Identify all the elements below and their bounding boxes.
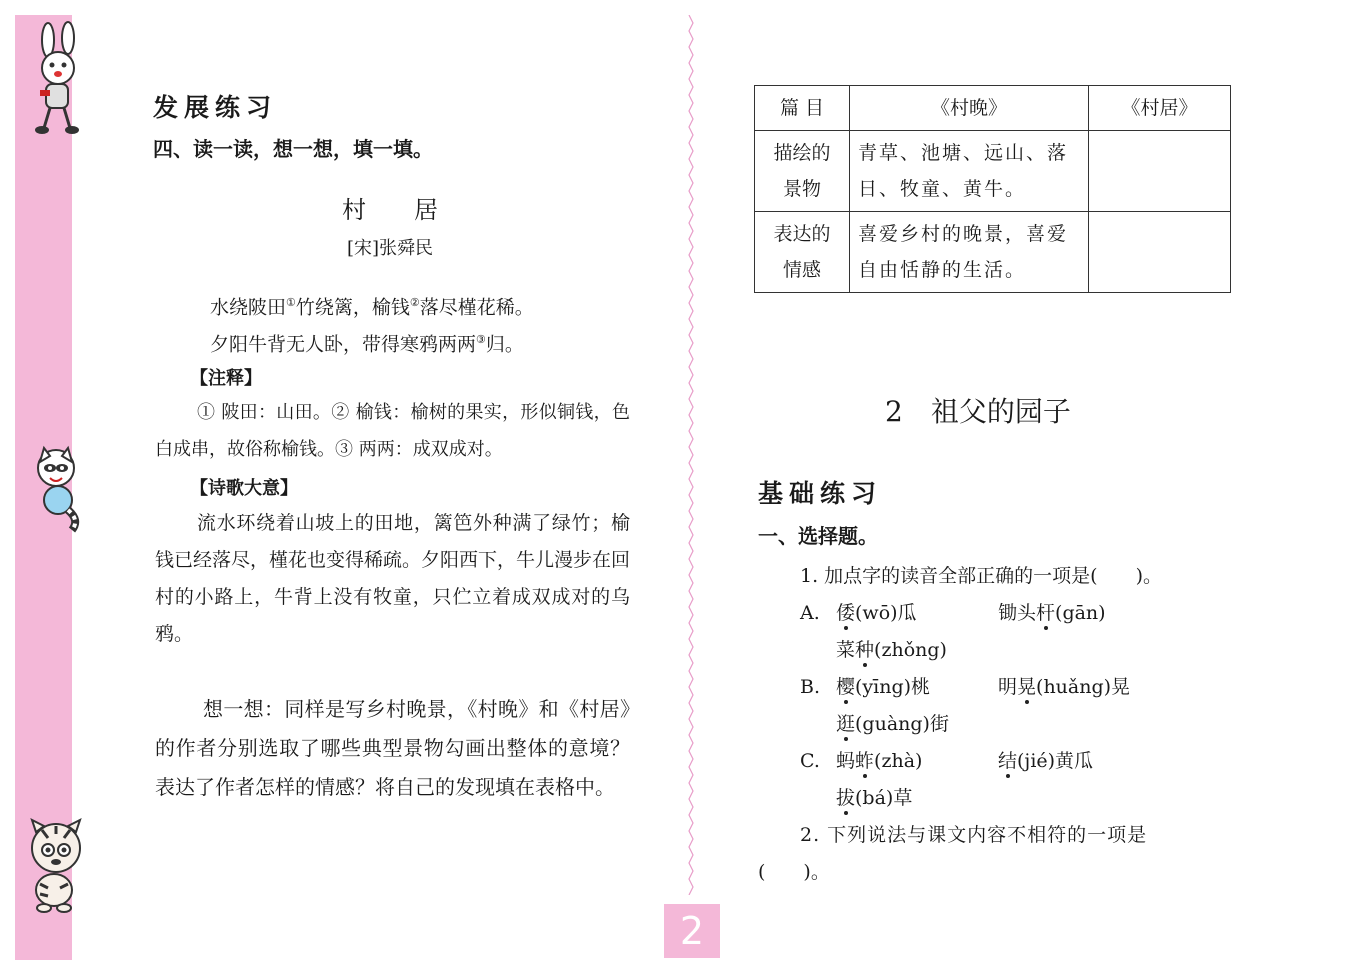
page-number: 2 <box>664 904 720 958</box>
option-b-item-3: 逛(guàng)街 <box>836 713 949 735</box>
table-row <box>755 212 1231 293</box>
table-cell-blank[interactable] <box>1089 131 1231 212</box>
lesson-title: 祖父的园子 <box>930 395 1071 428</box>
poem-title: 村 居 <box>342 196 438 224</box>
question-four-title: 四、读一读，想一想，填一填。 <box>153 137 433 161</box>
question-2: 2. 下列说法与课文内容不相符的一项是 <box>800 824 1148 846</box>
notes-label: 【注释】 <box>190 368 262 389</box>
poem-author: [宋]张舜民 <box>346 238 434 259</box>
meaning-label: 【诗歌大意】 <box>190 478 298 499</box>
notes-text: ① 陂田：山田。② 榆钱：榆树的果实，形似铜钱，色白成串，故俗称榆钱。③ 两两：成双成对。 <box>155 402 630 460</box>
option-a-label[interactable]: A. <box>800 602 820 624</box>
table-row <box>755 131 1231 212</box>
option-c-label[interactable]: C. <box>800 750 820 772</box>
page-divider <box>686 15 696 895</box>
option-b-item-2: 明晃(huǎng)晃 <box>998 676 1131 698</box>
option-c-item-3: 拔(bá)草 <box>836 787 913 809</box>
option-c-item-2: 结(jié)黄瓜 <box>998 750 1094 772</box>
part-one-title: 一、选择题。 <box>758 524 878 548</box>
tiger-icon <box>18 810 93 925</box>
option-a-item-1: 倭(wō)瓜 <box>836 602 917 624</box>
section-heading-basic: 基础练习 <box>758 479 883 508</box>
comparison-table <box>754 85 1231 293</box>
poem-line-1: 水绕陂田①竹绕篱，榆钱②落尽槿花稀。 <box>210 296 534 319</box>
option-a-item-2: 锄头杆(gān) <box>998 602 1106 624</box>
table-header-row <box>755 86 1231 131</box>
think-text: 想一想：同样是写乡村晚景，《村晚》和《村居》的作者分别选取了哪些典型景物勾画出整体的意境？表达了作者怎样的情感？将自己的发现填在表格中。 <box>155 697 630 799</box>
meaning-text: 流水环绕着山坡上的田地，篱笆外种满了绿竹；榆钱已经落尽，槿花也变得稀疏。夕阳西下，牛儿漫步在回村的小路上，牛背上没有牧童，只伫立着成双成对的乌鸦。 <box>155 512 631 645</box>
table-cell-blank[interactable] <box>1089 212 1231 293</box>
option-b-label[interactable]: B. <box>800 676 821 698</box>
table-header-cell: 篇 目 <box>755 86 850 131</box>
option-a-item-3: 菜种(zhǒng) <box>836 639 947 661</box>
section-heading-development: 发展练习 <box>153 93 278 122</box>
option-b-item-1: 樱(yīng)桃 <box>836 676 931 698</box>
lesson-number: 2 <box>885 395 903 428</box>
table-header-cell: 《村晚》 <box>850 86 1089 131</box>
poem-line-2: 夕阳牛背无人卧，带得寒鸦两两③归。 <box>210 333 524 356</box>
lesson-heading <box>885 390 1071 430</box>
table-cell-label: 描绘的景物 <box>755 131 850 212</box>
table-cell: 青草、池塘、远山、落日、牧童、黄牛。 <box>850 131 1089 212</box>
raccoon-icon <box>18 440 93 535</box>
question-1: 1. 加点字的读音全部正确的一项是( )。 <box>800 565 1162 587</box>
table-header-cell: 《村居》 <box>1089 86 1231 131</box>
question-2-blank[interactable]: ( )。 <box>758 861 830 883</box>
rabbit-icon <box>18 20 93 135</box>
table-cell-label: 表达的情感 <box>755 212 850 293</box>
option-c-item-1: 蚂蚱(zhà) <box>836 750 923 772</box>
table-cell: 喜爱乡村的晚景，喜爱自由恬静的生活。 <box>850 212 1089 293</box>
